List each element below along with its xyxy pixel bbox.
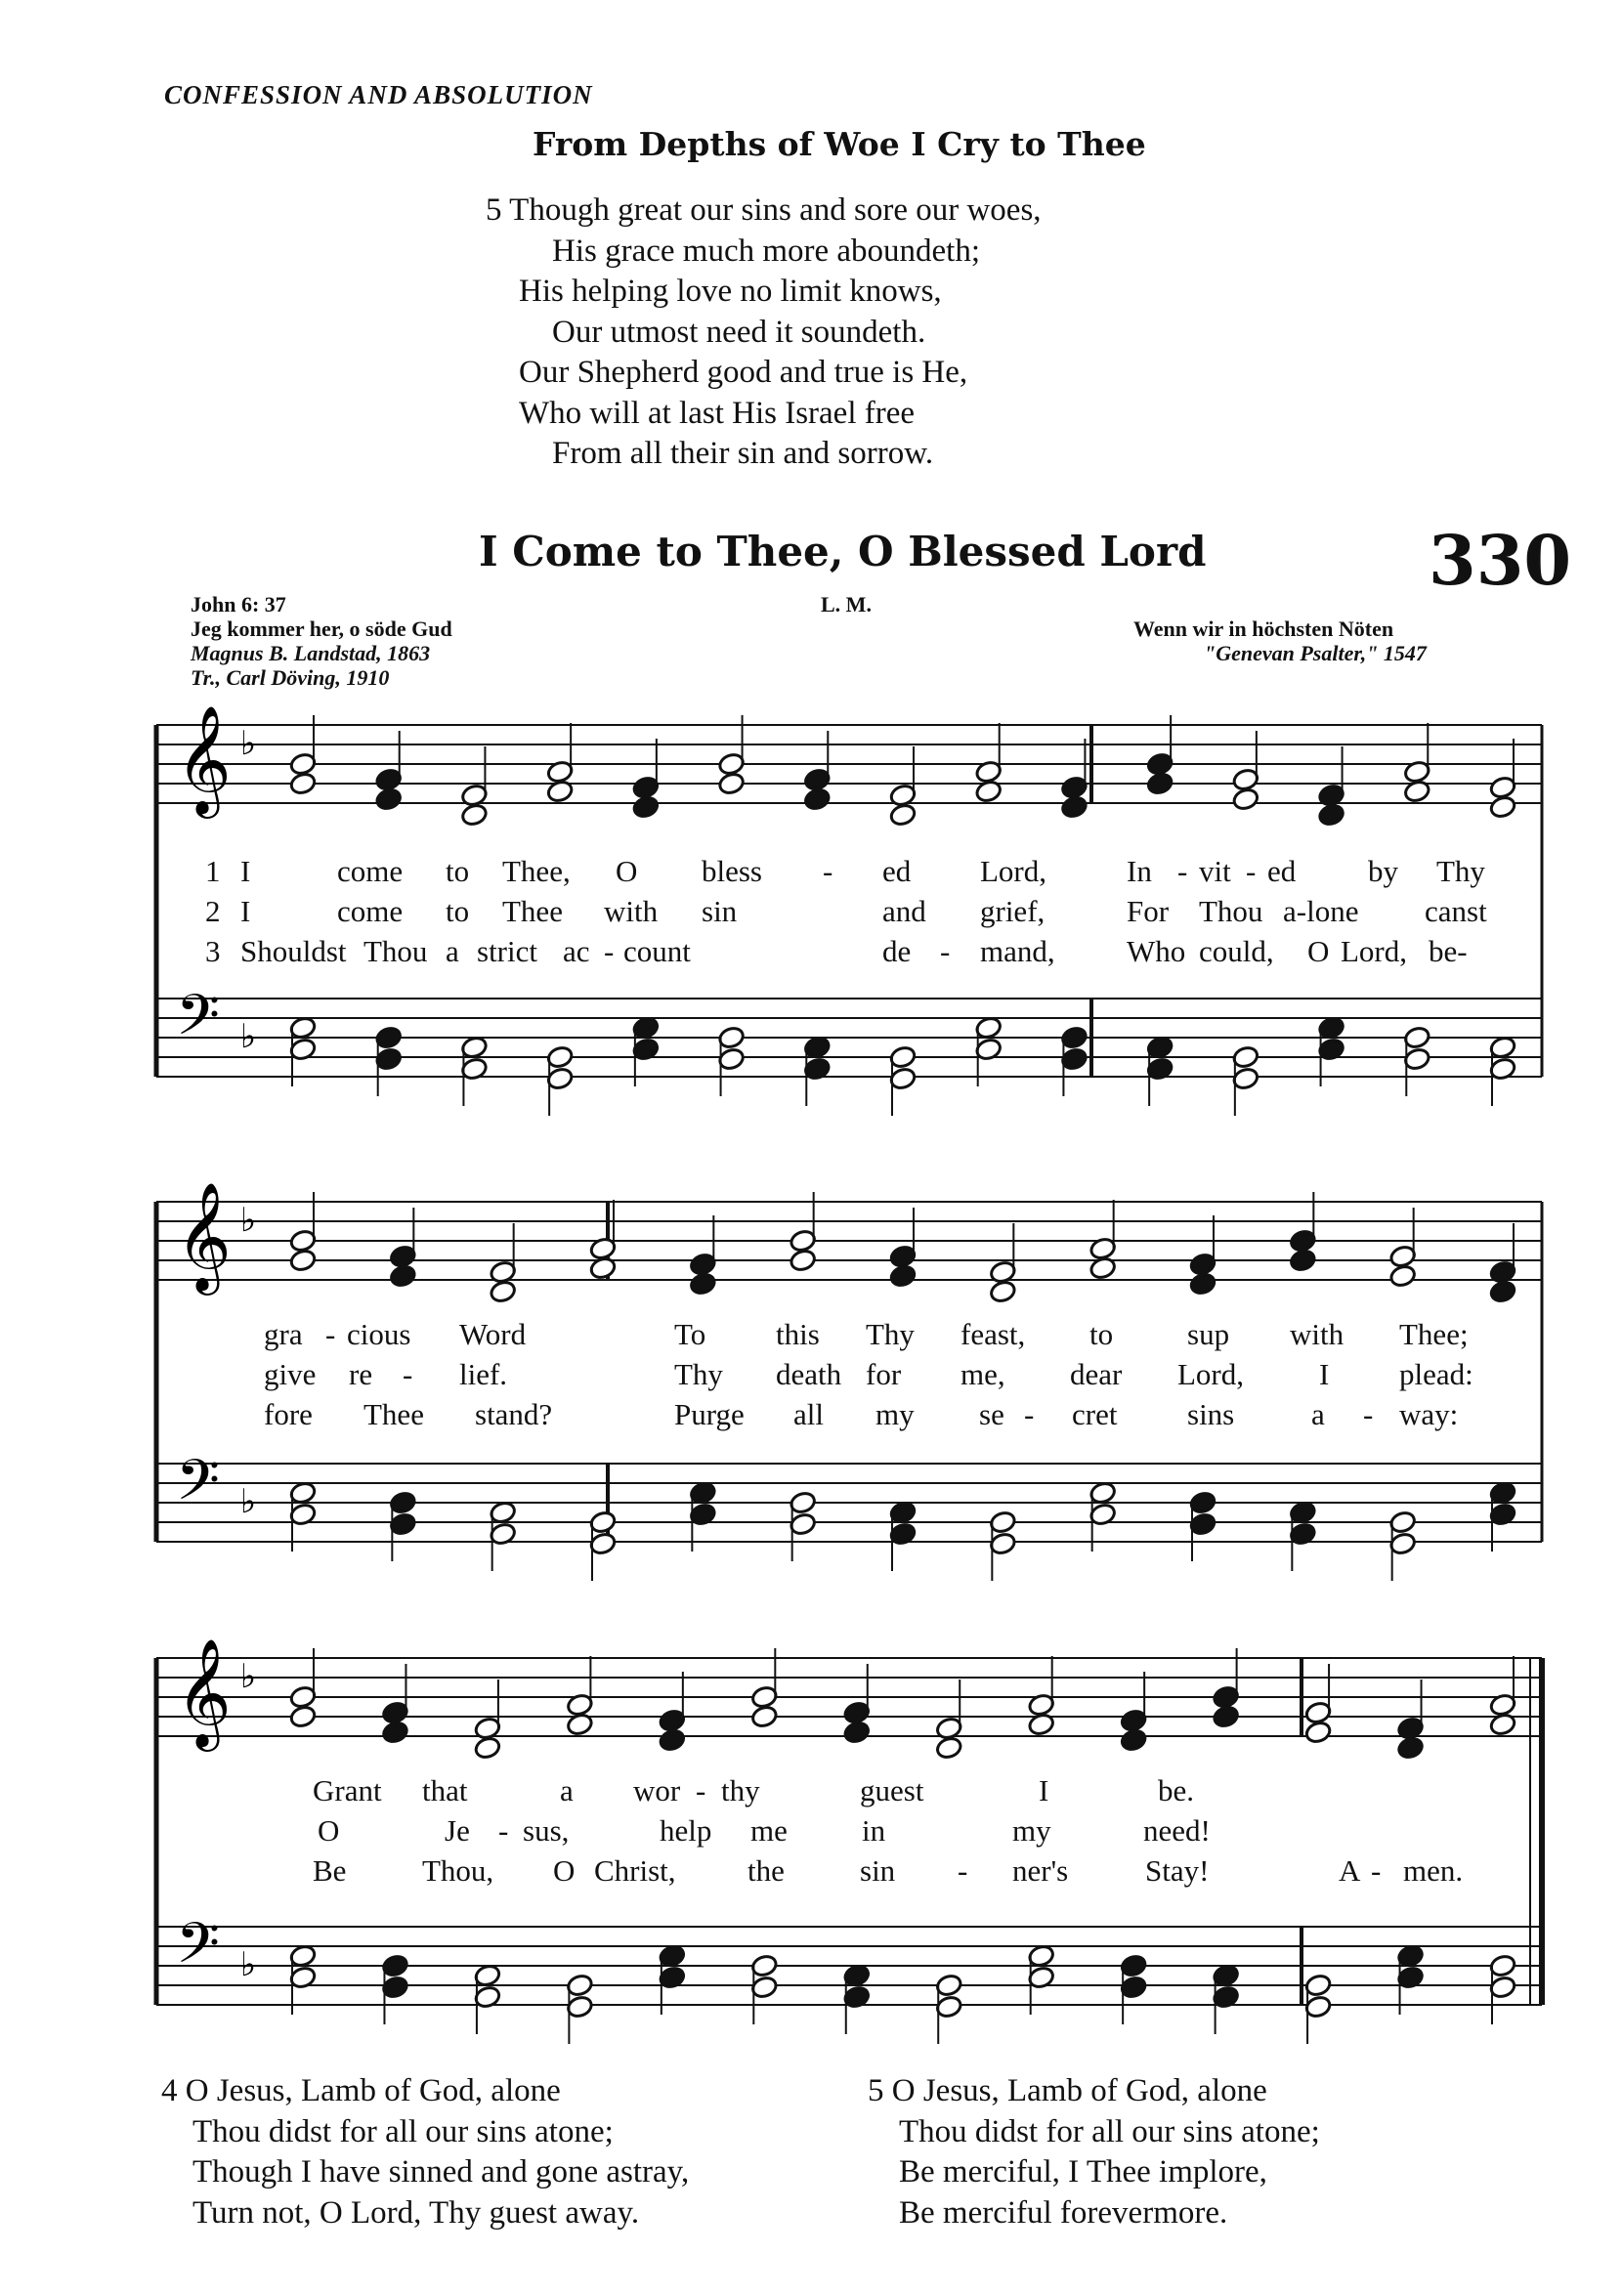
lyric-syllable: and	[882, 894, 926, 928]
stanza-line: Thou didst for all our sins atone;	[899, 2113, 1320, 2149]
lyric-syllable: -	[325, 1317, 336, 1351]
stanza-line: His helping love no limit knows,	[519, 274, 942, 309]
stanza-5	[868, 2071, 1320, 2233]
stanza-line: 5 Though great our sins and sore our woes,	[486, 192, 1042, 228]
lyric-syllable: se	[979, 1397, 1004, 1431]
lyric-syllable: Thee;	[1399, 1317, 1469, 1351]
original-title: Jeg kommer her, o söde Gud	[191, 617, 452, 641]
lyric-syllable: vit	[1199, 854, 1231, 888]
note-head	[1317, 802, 1345, 827]
lyric-syllable: Lord,	[1177, 1357, 1245, 1391]
lyric-syllable: -	[1371, 1853, 1382, 1888]
lyric-syllable: me	[750, 1813, 788, 1848]
lyric-syllable: Be	[313, 1853, 347, 1888]
lyric-syllable: sin	[860, 1853, 896, 1888]
scripture-reference: John 6: 37	[191, 592, 286, 617]
lyric-syllable: for	[866, 1357, 902, 1391]
lyric-syllable: with	[1290, 1317, 1345, 1351]
lyric-syllable: by	[1368, 854, 1398, 888]
lyric-syllable: Thee	[363, 1397, 424, 1431]
lyric-syllable: grief,	[980, 894, 1046, 928]
note-head	[803, 787, 832, 811]
stanza-line: From all their sin and sorrow.	[552, 436, 934, 471]
lyric-syllable: To	[674, 1317, 706, 1351]
lyric-syllable: gra	[264, 1317, 303, 1351]
lyric-syllable: -	[498, 1813, 509, 1848]
lyric-syllable: O	[318, 1813, 340, 1848]
note-head	[460, 802, 489, 827]
lyric-syllable: ac	[563, 934, 590, 968]
lyric-syllable: Thee,	[502, 854, 571, 888]
lyric-syllable: death	[776, 1357, 842, 1391]
flat-sign-icon: ♭	[240, 724, 257, 763]
author: Magnus B. Landstad, 1863	[191, 641, 431, 665]
note-head	[289, 771, 318, 795]
stanza-number: 5	[868, 2073, 884, 2108]
note-head	[889, 1263, 918, 1288]
lyric-syllable: stand?	[475, 1397, 553, 1431]
lyric-syllable: ner's	[1012, 1853, 1069, 1888]
lyric-syllable: Lord,	[980, 854, 1047, 888]
note-head	[289, 1704, 318, 1728]
stanza-4	[161, 2071, 689, 2233]
lyric-syllable: Je	[445, 1813, 470, 1848]
lyric-syllable: O	[616, 854, 638, 888]
verse-number: 2	[205, 894, 221, 928]
note-head	[1489, 1279, 1517, 1303]
note-head	[1212, 1704, 1240, 1728]
lyric-syllable: -	[1177, 854, 1188, 888]
note-head	[1060, 794, 1088, 819]
note-head	[1189, 1271, 1217, 1296]
stanza-line: Turn not, O Lord, Thy guest away.	[192, 2194, 640, 2231]
lyric-syllable: this	[776, 1317, 820, 1351]
lyric-syllable: bless	[702, 854, 762, 888]
lyric-syllable: a	[1311, 1397, 1325, 1431]
lyric-syllable: that	[422, 1773, 468, 1807]
note-head	[381, 1720, 409, 1744]
lyric-syllable: cious	[347, 1317, 411, 1351]
lyric-syllable: For	[1127, 894, 1170, 928]
lyric-syllable: cret	[1072, 1397, 1118, 1431]
lyric-syllable: mand,	[980, 934, 1055, 968]
lyric-syllable: could,	[1199, 934, 1274, 968]
stanza-line: His grace much more aboundeth;	[552, 233, 981, 269]
bass-clef-icon: 𝄢	[176, 982, 221, 1062]
lyric-syllable: Stay!	[1145, 1853, 1210, 1888]
lyric-syllable: wor	[633, 1773, 681, 1807]
lyric-syllable: a	[446, 934, 459, 968]
lyric-syllable: Purge	[674, 1397, 745, 1431]
stanza-number: 5	[486, 192, 502, 228]
flat-sign-icon: ♭	[240, 1657, 257, 1696]
lyric-syllable: -	[958, 1853, 968, 1888]
lyric-syllable: me,	[960, 1357, 1005, 1391]
section-heading: CONFESSION AND ABSOLUTION	[164, 80, 593, 109]
lyric-syllable: ed	[1267, 854, 1297, 888]
lyric-syllable: -	[604, 934, 615, 968]
stanza-line: Though I have sinned and gone astray,	[192, 2154, 690, 2190]
treble-clef-icon: 𝄞	[176, 1637, 232, 1747]
flat-sign-icon: ♭	[240, 1201, 257, 1240]
lyric-syllable: dear	[1070, 1357, 1123, 1391]
stanza-line: Thou didst for all our sins atone;	[192, 2113, 614, 2149]
lyric-syllable: come	[337, 854, 404, 888]
tune-name: Wenn wir in höchsten Nöten	[1133, 617, 1394, 641]
lyric-syllable: Thou,	[422, 1853, 494, 1888]
lyric-syllable: Thy	[674, 1357, 723, 1391]
lyric-syllable: a-lone	[1283, 894, 1359, 928]
lyric-syllable: strict	[477, 934, 537, 968]
note-head	[1489, 794, 1517, 819]
lyric-syllable: all	[793, 1397, 824, 1431]
lyric-syllable: I	[1319, 1357, 1330, 1391]
lyric-syllable: I	[240, 894, 251, 928]
lyric-syllable: sup	[1187, 1317, 1230, 1351]
lyric-syllable: feast,	[960, 1317, 1026, 1351]
lyric-syllable: come	[337, 894, 404, 928]
tune-source: "Genevan Psalter," 1547	[1204, 641, 1427, 665]
note-head	[1289, 1248, 1317, 1272]
lyric-syllable: -	[823, 854, 833, 888]
stanza-line: Our utmost need it soundeth.	[552, 314, 926, 350]
lyric-syllable: I	[1039, 1773, 1049, 1807]
note-head	[842, 1720, 871, 1744]
treble-clef-icon: 𝄞	[176, 704, 232, 814]
verse-number: 3	[205, 934, 221, 968]
note-head	[489, 1279, 517, 1303]
lyric-syllable: ed	[882, 854, 912, 888]
translator: Tr., Carl Döving, 1910	[191, 665, 390, 690]
lyric-syllable: to	[446, 854, 470, 888]
lyric-syllable: men.	[1403, 1853, 1464, 1888]
stanza-line: Be merciful forevermore.	[899, 2194, 1228, 2231]
lyric-syllable: Thy	[1436, 854, 1485, 888]
hymn-number: 330	[1429, 520, 1572, 601]
note-head	[389, 1263, 417, 1288]
lyric-syllable: -	[1024, 1397, 1035, 1431]
lyric-syllable: sus,	[523, 1813, 570, 1848]
note-head	[1146, 771, 1174, 795]
lyric-syllable: thy	[721, 1773, 760, 1807]
flat-sign-icon: ♭	[240, 1945, 257, 1984]
stanza-line: Our Shepherd good and true is He,	[519, 355, 968, 390]
note-head	[374, 787, 403, 811]
lyric-syllable: Word	[459, 1317, 527, 1351]
treble-clef-icon: 𝄞	[176, 1181, 232, 1291]
lyric-syllable: my	[875, 1397, 915, 1431]
bass-clef-icon: 𝄢	[176, 1910, 221, 1990]
note-head	[474, 1735, 502, 1760]
flat-sign-icon: ♭	[240, 1017, 257, 1056]
note-head	[289, 1248, 318, 1272]
lyric-syllable: Grant	[313, 1773, 382, 1807]
lyric-syllable: guest	[860, 1773, 924, 1807]
lyric-syllable: help	[660, 1813, 712, 1848]
lyric-syllable: de	[882, 934, 912, 968]
note-head	[889, 802, 918, 827]
note-head	[1120, 1727, 1148, 1752]
lyric-syllable: in	[862, 1813, 886, 1848]
lyric-syllable: the	[747, 1853, 785, 1888]
lyric-syllable: A	[1339, 1853, 1361, 1888]
stanza-line: 5 O Jesus, Lamb of God, alone	[868, 2073, 1267, 2108]
note-head	[750, 1704, 779, 1728]
lyric-syllable: Thee	[502, 894, 563, 928]
verse-number: 1	[205, 854, 221, 888]
note-head	[1232, 787, 1260, 811]
lyric-syllable: need!	[1143, 1813, 1211, 1848]
flat-sign-icon: ♭	[240, 1482, 257, 1521]
hymn-title: I Come to Thee, O Blessed Lord	[479, 528, 1207, 575]
lyric-syllable: Lord,	[1341, 934, 1408, 968]
note-head	[632, 794, 661, 819]
note-head	[789, 1248, 817, 1272]
note-head	[717, 771, 746, 795]
stanza-number: 4	[161, 2073, 178, 2108]
lyric-syllable: Thou	[363, 934, 428, 968]
lyric-syllable: canst	[1425, 894, 1487, 928]
lyric-syllable: I	[240, 854, 251, 888]
lyric-syllable: -	[940, 934, 951, 968]
lyric-syllable: count	[623, 934, 691, 968]
lyric-syllable: give	[264, 1357, 317, 1391]
lyric-syllable: sin	[702, 894, 738, 928]
lyric-syllable: -	[1363, 1397, 1374, 1431]
lyric-syllable: In	[1127, 854, 1152, 888]
lyric-syllable: fore	[264, 1397, 313, 1431]
stanza-line: 4 O Jesus, Lamb of God, alone	[161, 2073, 561, 2108]
lyric-syllable: my	[1012, 1813, 1051, 1848]
note-head	[658, 1727, 686, 1752]
note-head	[989, 1279, 1017, 1303]
lyric-syllable: be-	[1429, 934, 1468, 968]
lyric-syllable: a	[560, 1773, 574, 1807]
lyric-syllable: to	[1089, 1317, 1114, 1351]
stanza-line: Be merciful, I Thee implore,	[899, 2154, 1267, 2190]
lyric-syllable: re	[349, 1357, 373, 1391]
lyric-syllable: plead:	[1399, 1357, 1473, 1391]
lyric-syllable: to	[446, 894, 470, 928]
note-head	[689, 1271, 717, 1296]
lyric-syllable: lief.	[459, 1357, 508, 1391]
lyric-syllable: O	[1307, 934, 1330, 968]
lyric-syllable: Shouldst	[240, 934, 347, 968]
lyric-syllable: Christ,	[594, 1853, 676, 1888]
lyric-syllable: with	[604, 894, 659, 928]
lyric-syllable: way:	[1399, 1397, 1459, 1431]
note-head	[1304, 1720, 1333, 1744]
lyric-syllable: -	[1246, 854, 1257, 888]
lyric-syllable: Who	[1127, 934, 1186, 968]
stanza-line: Who will at last His Israel free	[519, 395, 916, 431]
lyric-syllable: O	[553, 1853, 576, 1888]
lyric-syllable: be.	[1158, 1773, 1195, 1807]
lyric-syllable: -	[403, 1357, 413, 1391]
lyric-syllable: -	[696, 1773, 706, 1807]
note-head	[935, 1735, 963, 1760]
lyric-syllable: Thy	[866, 1317, 915, 1351]
bass-clef-icon: 𝄢	[176, 1447, 221, 1527]
lyric-syllable: sins	[1187, 1397, 1235, 1431]
note-head	[1396, 1735, 1425, 1760]
lyric-syllable: Thou	[1199, 894, 1263, 928]
meter: L. M.	[821, 592, 872, 617]
note-head	[1388, 1263, 1417, 1288]
previous-hymn-title: From Depths of Woe I Cry to Thee	[533, 125, 1146, 163]
